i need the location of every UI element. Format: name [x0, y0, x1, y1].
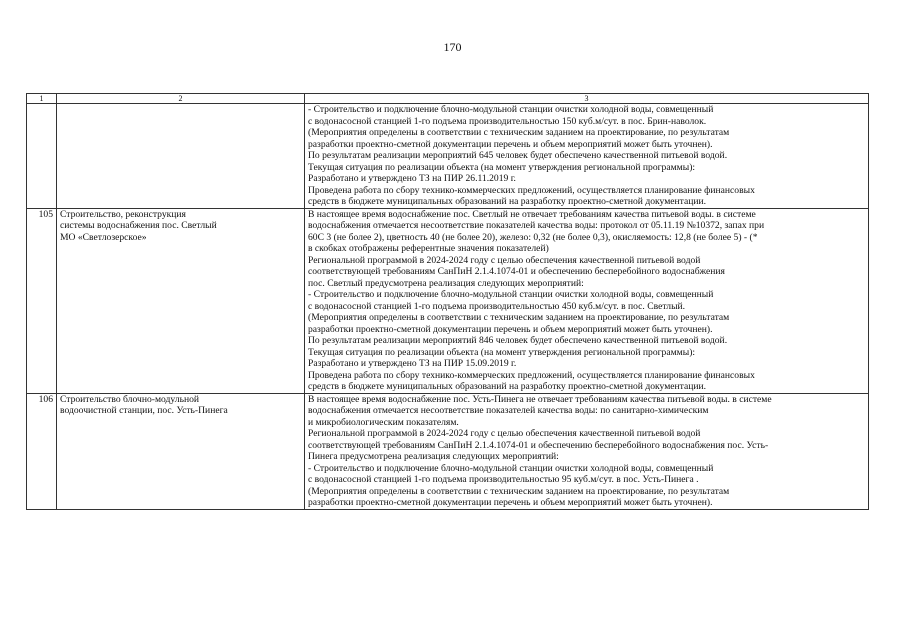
object-name-line: системы водоснабжения пос. Светлый — [60, 220, 217, 231]
description-line: Разработано и утверждено ТЗ на ПИР 15.09.2019 г. — [308, 358, 517, 369]
table-row — [27, 393, 869, 509]
table-row — [27, 208, 869, 393]
description-line: Разработано и утверждено ТЗ на ПИР 26.11.2019 г. — [308, 173, 516, 184]
description-line: (Мероприятия определены в соответствии с техническим заданием на проектирование, по результатам — [308, 127, 730, 138]
description-line: Текущая ситуация по реализации объекта (на момент утверждения региональной программы): — [308, 161, 696, 173]
description-line: - Строительство и подключение блочно-модульной станции очистки холодной воды, совмещенный — [308, 104, 714, 115]
description-line: (Мероприятия определены в соответствии с техническим заданием на проектирование, по результатам — [308, 312, 730, 323]
object-name-cell — [57, 208, 305, 393]
description-line: Текущая ситуация по реализации объекта (на момент утверждения региональной программы): — [308, 346, 696, 358]
object-name-line: водоочистной станции, пос. Усть-Пинега — [60, 405, 228, 416]
description-line: с водонасосной станцией 1-го подъема производительностью 450 куб.м/сут. в пос. Светлый. — [308, 300, 686, 312]
description-line: (Мероприятия определены в соответствии с техническим заданием на проектирование, по результатам — [308, 485, 730, 497]
description-line: В настоящее время водоснабжение пос. Светлый не отвечает требованиям качества питьевой воды. в системе — [308, 208, 756, 220]
page-number: 170 — [443, 40, 462, 54]
row-number: 106 — [27, 393, 57, 509]
description-line: соответствующей требованиям СанПиН 2.1.4.1074-01 и обеспечению бесперебойного водоснабжения — [308, 266, 725, 277]
description-cell — [305, 208, 869, 393]
description-line: 60С 3 (не более 2), цветность 40 (не более 20), железо: 0,32 (не более 0,3), окисляемость: 12,8 (не более 5) - (* — [308, 231, 758, 243]
header-col-2: 2 — [57, 94, 305, 104]
description-line: с водонасосной станцией 1-го подъема производительностью 150 куб.м/сут. в пос. Брин-наволок. — [308, 115, 707, 127]
description-line: и микробиологическим показателям. — [308, 416, 459, 428]
description-line: соответствующей требованиям СанПиН 2.1.4.1074-01 и обеспечению бесперебойного водоснабжения пос. Усть- — [308, 439, 769, 451]
description-line: разработки проектно-сметной документации перечень и объем мероприятий может быть уточнен). — [308, 497, 713, 508]
header-col-3: 3 — [305, 94, 869, 104]
program-table — [26, 93, 869, 510]
object-name-line: Строительство блочно-модульной — [60, 393, 200, 405]
description-line: средств в бюджете муниципальных образований на разработку проектно-сметной документации. — [308, 381, 707, 392]
description-cell — [305, 393, 869, 509]
description-cell — [305, 104, 869, 209]
row-number: 105 — [27, 208, 57, 393]
description-line: Региональной программой в 2024-2024 году с целью обеспечения качественной питьевой водой — [308, 254, 701, 266]
object-name-line: МО «Светлозерское» — [60, 231, 147, 243]
row-number — [27, 104, 57, 209]
description-line: разработки проектно-сметной документации перечень и объем мероприятий может быть уточнен). — [308, 323, 713, 335]
header-col-1: 1 — [27, 94, 57, 104]
description-line: пос. Светлый предусмотрена реализация следующих мероприятий: — [308, 277, 584, 289]
description-line: Проведена работа по сбору технико-коммерческих предложений, осуществляется планирование финансовых — [308, 369, 755, 381]
description-line: с водонасосной станцией 1-го подъема производительностью 95 куб.м/сут. в пос. Усть-Пинега . — [308, 474, 699, 485]
description-line: Пинега предусмотрена реализация следующих мероприятий: — [308, 451, 559, 462]
description-line: По результатам реализации мероприятий 846 человек будет обеспечено качественной питьевой водой. — [308, 335, 728, 346]
object-name-cell — [57, 104, 305, 209]
description-line: Проведена работа по сбору технико-коммерческих предложений, осуществляется планирование финансовых — [308, 184, 755, 196]
description-line: Региональной программой в 2024-2024 году с целью обеспечения качественной питьевой водой — [308, 428, 701, 439]
description-line: В настоящее время водоснабжение пос. Усть-Пинега не отвечает требованиям качества питьевой воды. в системе — [308, 393, 772, 405]
description-line: По результатам реализации мероприятий 645 человек будет обеспечено качественной питьевой водой. — [308, 150, 728, 161]
table-header-row — [27, 94, 869, 104]
description-line: - Строительство и подключение блочно-модульной станции очистки холодной воды, совмещенный — [308, 289, 714, 300]
description-line: средств в бюджете муниципальных образований на разработку проектно-сметной документации. — [308, 196, 707, 207]
description-line: водоснабжения отмечается несоответствие показателей качества воды: по санитарно-химическим — [308, 405, 709, 416]
description-line: в скобках отображены референтные значения показателей) — [308, 243, 549, 254]
object-name-line: Строительство, реконструкция — [60, 208, 186, 220]
object-name-cell — [57, 393, 305, 509]
description-line: разработки проектно-сметной документации перечень и объем мероприятий может быть уточнен). — [308, 138, 713, 150]
description-line: водоснабжения отмечается несоответствие показателей качества воды: протокол от 05.11.19 №10372, запах при — [308, 220, 765, 231]
description-line: - Строительство и подключение блочно-модульной станции очистки холодной воды, совмещенный — [308, 462, 714, 474]
table-row — [27, 104, 869, 209]
